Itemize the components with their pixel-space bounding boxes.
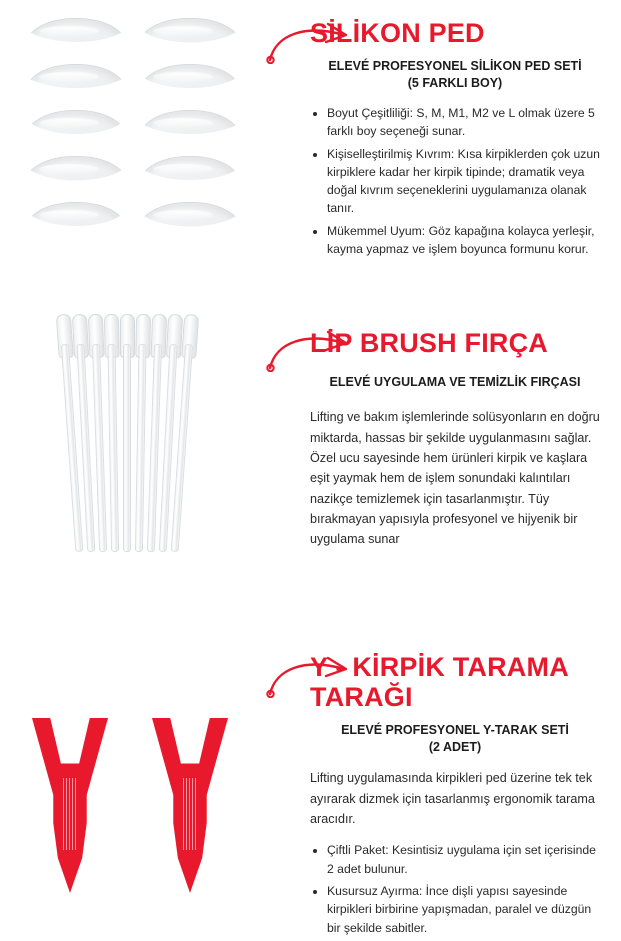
section-heading-y-comb: Y - KİRPİK TARAMA TARAĞI [310, 652, 568, 713]
list-item: • Mükemmel Uyum: Göz kapağına kolayca yerleşir, kayma yapmaz ve işlem boyunca formunu korur. [327, 222, 600, 259]
subtitle-line-2: (5 FARKLI BOY) [407, 76, 503, 91]
subtitle-line-1: ELEVÉ PROFESYONEL Y-TARAK SETİ [341, 723, 569, 738]
y-comb-text [310, 652, 600, 941]
section-subtitle-lip-brush [310, 374, 600, 391]
silicone-pad-item [138, 18, 242, 58]
silicone-pad-text [310, 18, 600, 262]
silicone-pad-item [24, 202, 128, 242]
section-subtitle-silicone-pad [310, 58, 600, 92]
section-heading-silicone-pad: SİLİKON PED [310, 18, 485, 48]
y-comb-item [32, 718, 108, 893]
section-subtitle-y-comb [310, 722, 600, 756]
list-item: • Kişiselleştirilmiş Kıvrım: Kısa kirpiklerden çok uzun kirpiklere kadar her kirpik tipinde; dramatik veya doğal kıvrım seçeneklerini uygulamanıza olanak tanır. [327, 145, 600, 218]
silicone-pad-item [138, 64, 242, 104]
silicone-pad-item [24, 110, 128, 150]
silicone-pad-item [24, 156, 128, 196]
silicone-pad-item [138, 202, 242, 242]
silicone-pad-item [24, 64, 128, 104]
lip-brush-text [310, 328, 600, 550]
lip-brush-paragraph: Lifting ve bakım işlemlerinde solüsyonların en doğru miktarda, hassas bir şekilde uygulanmasını sağlar. Özel ucu sayesinde hem ürünleri kirpik ve kaşlara eşit yaymak hem de işlem sonundaki kalıntıları nazikçe temizlemek için tasarlanmıştır. Tüy bırakmayan yapısıyla profesyonel ve hijyenik bir uygulama sunar [310, 410, 600, 547]
silicone-pad-grid [24, 18, 256, 242]
list-item: • Çiftli Paket: Kesintisiz uygulama için set içerisinde 2 adet bulunur. [327, 841, 600, 878]
y-comb-bullet-list [310, 841, 600, 936]
section-lip-brush [0, 300, 621, 640]
lip-brush-item [120, 314, 133, 550]
y-comb-paragraph: Lifting uygulamasında kirpikleri ped üzerine tek tek ayırarak dizmek için tasarlanmış ergonomik tarama aracıdır. [310, 771, 595, 826]
section-y-comb [0, 640, 621, 935]
lip-brush-item [104, 314, 121, 550]
section-silicone-pad [0, 0, 621, 300]
section-heading-lip-brush: LİP BRUSH FIRÇA [310, 328, 549, 358]
subtitle-line-1: ELEVÉ PROFESYONEL SİLİKON PED SETİ [328, 59, 582, 74]
y-comb-group [24, 718, 264, 898]
subtitle-line-1: ELEVÉ UYGULAMA VE TEMİZLİK FIRÇASI [329, 375, 581, 390]
list-item: • Kusursuz Ayırma: İnce dişli yapısı sayesinde kirpikleri birbirine yapışmadan, paralel ve düzgün bir şekilde sabitler. [327, 882, 600, 937]
silicone-pad-item [24, 18, 128, 58]
y-comb-item [152, 718, 228, 893]
silicone-pad-item [138, 156, 242, 196]
lip-brush-group [64, 314, 194, 554]
subtitle-line-2: (2 ADET) [428, 740, 482, 755]
silicone-pad-item [138, 110, 242, 150]
silicone-pad-bullet-list [310, 104, 600, 258]
list-item: • Boyut Çeşitliliği: S, M, M1, M2 ve L olmak üzere 5 farklı boy seçeneği sunar. [327, 104, 600, 141]
